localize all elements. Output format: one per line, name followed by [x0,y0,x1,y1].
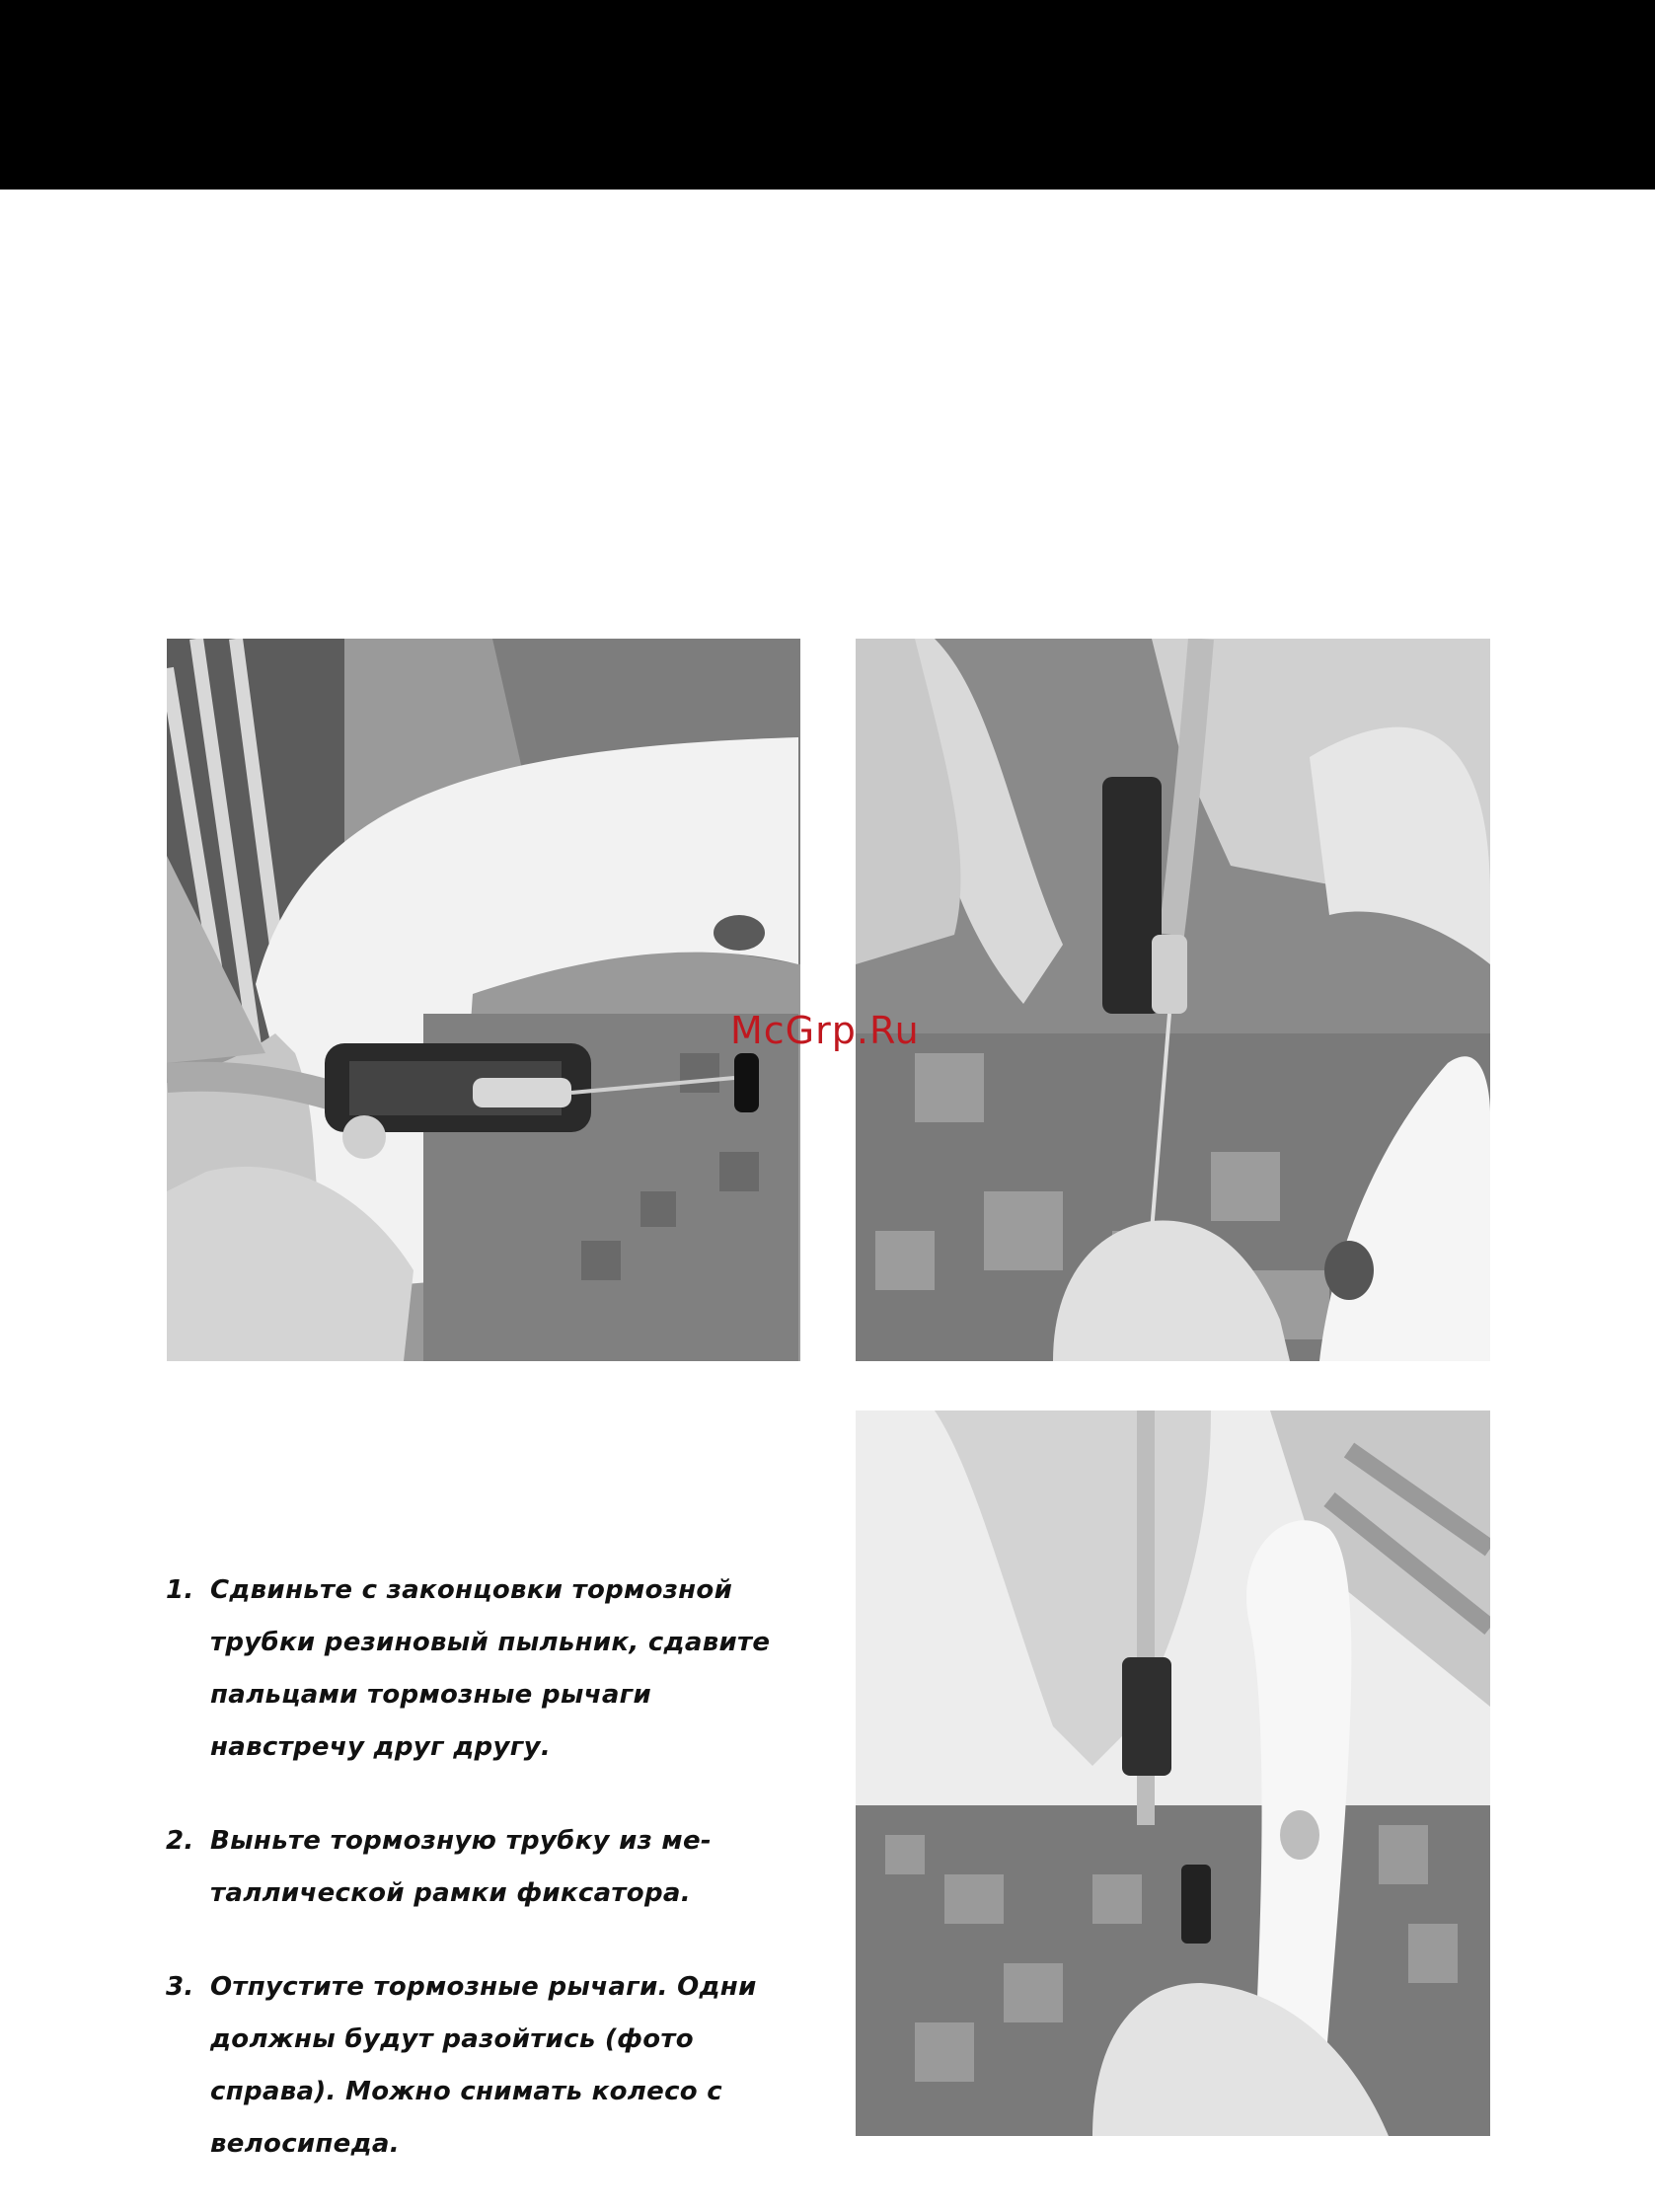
watermark: McGrp.Ru [730,1009,920,1052]
step-item [166,1961,807,2171]
top-black-bar [0,0,1655,190]
photo-cable-removal [856,639,1490,1361]
photo-brake-arms-released [856,1411,1490,2136]
step-number: 2. [166,1826,194,1856]
step-item [166,1815,807,1920]
step-number: 1. [166,1575,194,1605]
step-item [166,1564,807,1774]
step-text: Выньте тормозную трубку из ме-таллической рамки фиксатора. [210,1826,712,1908]
step-number: 3. [166,1972,194,2002]
instruction-steps [166,1564,807,2212]
photo-brake-lever-squeeze [167,639,800,1361]
step-text: Сдвиньте с законцовки тормозной трубки резиновый пыльник, сдавите пальцами тормозные рычаги навстречу друг другу. [210,1575,771,1762]
step-text: Отпустите тормозные рычаги. Одни должны будут разойтись (фото справа). Можно снимать колесо с велосипеда. [210,1972,757,2159]
